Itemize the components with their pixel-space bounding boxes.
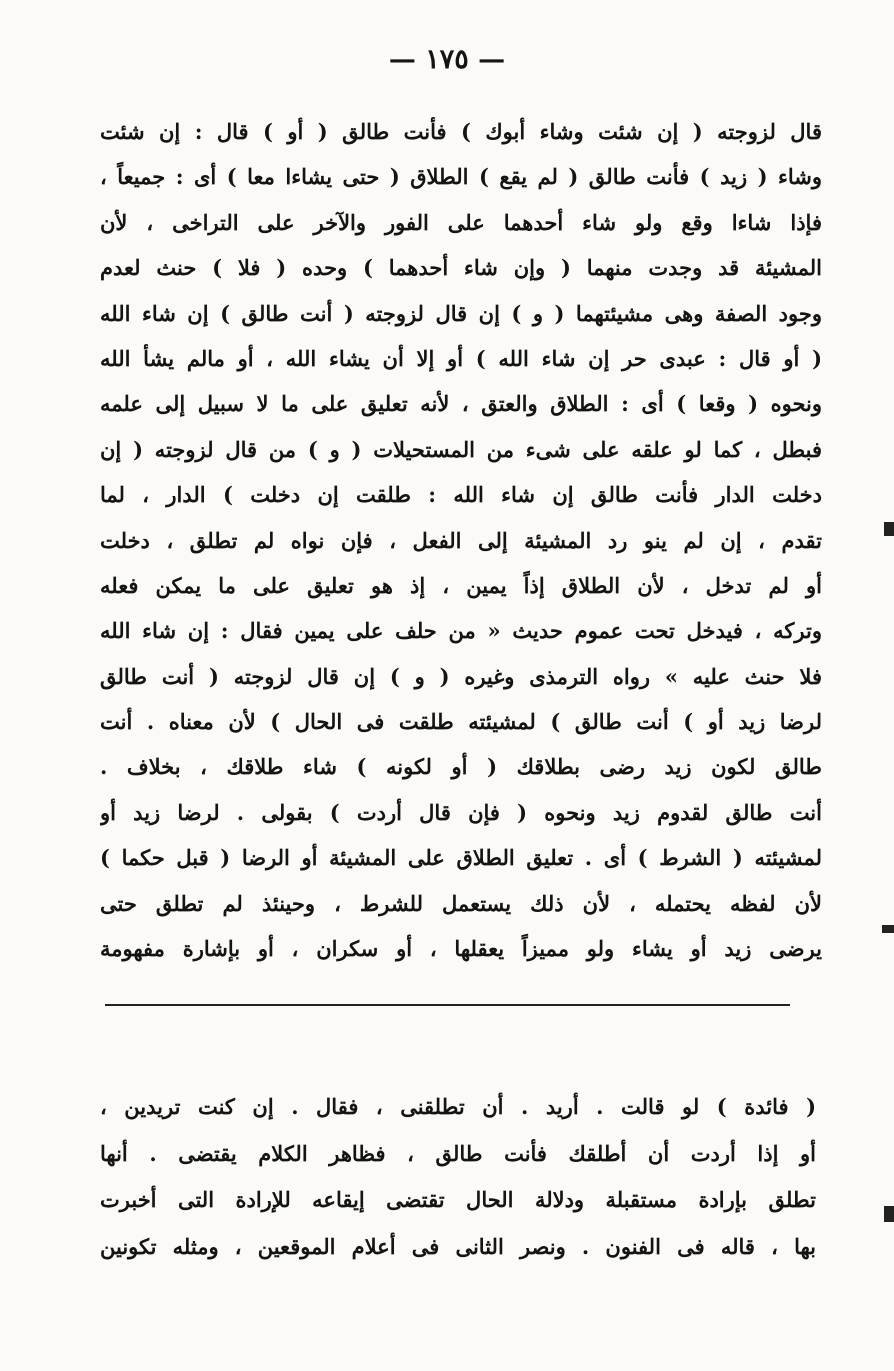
text-line: دخلت الدار فأنت طالق إن شاء الله : طلقت إن دخلت ) الدار ، لما xyxy=(100,482,822,508)
text-line: المشيئة قد وجدت منهما ( وإن شاء أحدهما ) وحده ( فلا ) حنث لعدم xyxy=(100,255,822,281)
text-line: لمشيئته ( الشرط ) أى . تعليق الطلاق على المشيئة أو الرضا ( قبل حكما ) xyxy=(100,845,822,871)
text-line: يرضى زيد أو يشاء ولو مميزاً يعقلها ، أو سكران ، أو بإشارة مفهومة xyxy=(100,936,822,962)
text-line: ( أو قال : عبدى حر إن شاء الله ) أو إلا أن يشاء الله ، أو مالم يشأ الله xyxy=(100,345,822,371)
text-line: ونحوه ( وقعا ) أى : الطلاق والعتق ، لأنه تعليق على ما لا سبيل إلى علمه xyxy=(100,391,822,417)
footnote-divider xyxy=(105,1004,790,1006)
text-line: لأن لفظه يحتمله ، لأن ذلك يستعمل للشرط ، وحينئذ لم تطلق حتى xyxy=(100,890,822,916)
text-line: وجود الصفة وهى مشيئتهما ( و ) إن قال لزوجته ( أنت طالق ) إن شاء الله xyxy=(100,300,822,326)
scan-edge-mark xyxy=(882,925,894,933)
footnote-line: بها ، قاله فى الفنون . ونصر الثانى فى أعلام الموقعين ، ومثله تكونين xyxy=(100,1233,816,1259)
footnote-line: تطلق بإرادة مستقبلة ودلالة الحال تقتضى إيقاعه للإرادة التى أخبرت xyxy=(100,1187,816,1212)
scan-edge-mark xyxy=(884,522,894,536)
text-line: تقدم ، إن لم ينو رد المشيئة إلى الفعل ، فإن نواه لم تطلق ، دخلت xyxy=(100,527,822,553)
text-line: لرضا زيد أو ) أنت طالق ) لمشيئته طلقت فى الحال ) لأن معناه . أنت xyxy=(100,709,822,735)
main-text xyxy=(100,109,822,971)
footnote-line: ( فائدة ) لو قالت . أريد . أن تطلقنى ، فقال . إن كنت تريدين ، xyxy=(100,1094,816,1119)
text-line: أو لم تدخل ، لأن الطلاق إذاً يمين ، إذ هو تعليق على ما يمكن فعله xyxy=(100,572,822,598)
text-line: فإذا شاءا وقع ولو شاء أحدهما على الفور والآخر على التراخى ، لأن xyxy=(100,209,822,235)
text-line: وتركه ، فيدخل تحت عموم حديث « من حلف على يمين فقال : إن شاء الله xyxy=(100,618,822,644)
footnote-line: أو إذا أردت أن أطلقك فأنت طالق ، فظاهر الكلام يقتضى . أنها xyxy=(100,1140,816,1166)
text-line: فلا حنث عليه » رواه الترمذى وغيره ( و ) إن قال لزوجته ( أنت طالق xyxy=(100,663,822,689)
text-line: طالق لكون زيد رضى بطلاقك ( أو لكونه ) شاء طلاقك ، بخلاف . xyxy=(100,754,822,780)
text-line: أنت طالق لقدوم زيد ونحوه ( فإن قال أردت ) بقولى . لرضا زيد أو xyxy=(100,799,822,825)
text-line: قال لزوجته ( إن شئت وشاء أبوك ) فأنت طالق ( أو ) قال : إن شئت xyxy=(100,119,822,144)
text-line: فبطل ، كما لو علقه على شىء من المستحيلات ( و ) من قال لزوجته ( إن xyxy=(100,436,822,462)
footnote xyxy=(100,1084,816,1270)
text-line: وشاء ( زيد ) فأنت طالق ( لم يقع ) الطلاق ( حتى يشاءا معا ) أى : جميعاً ، xyxy=(100,164,822,190)
scan-edge-mark xyxy=(884,1206,894,1222)
page-number: — ١٧٥ — xyxy=(388,44,506,75)
